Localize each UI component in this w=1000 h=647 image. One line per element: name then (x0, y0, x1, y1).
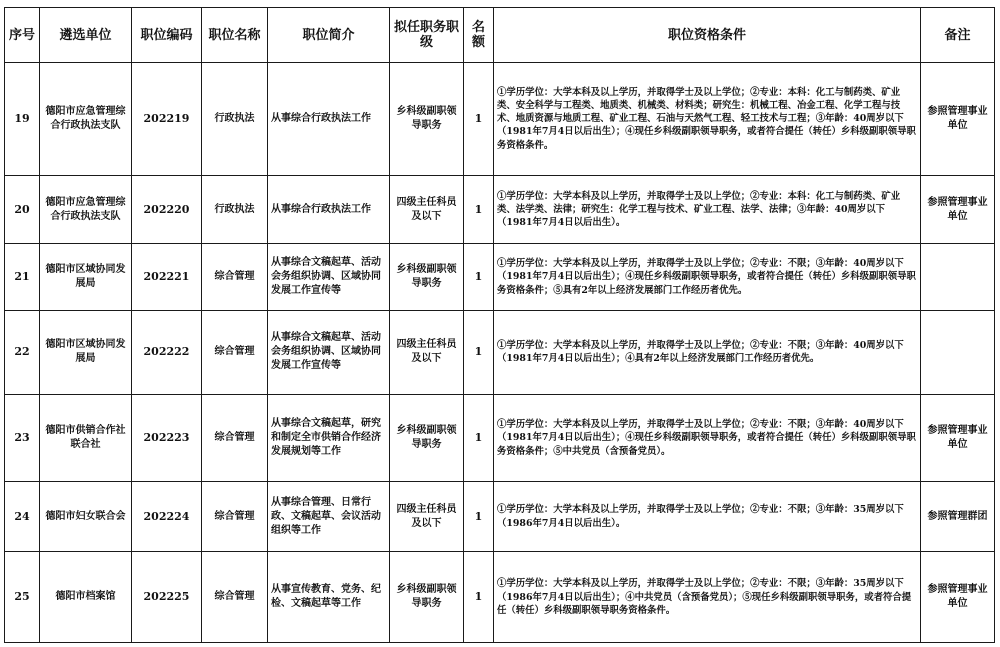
cell-desc: 从事综合管理、日常行政、文稿起草、会议活动组织等工作 (268, 481, 390, 551)
cell-count: 1 (464, 244, 494, 310)
cell-seq: 22 (5, 310, 40, 395)
cell-note: 参照管理事业单位 (921, 395, 995, 482)
cell-seq: 20 (5, 175, 40, 243)
cell-level: 四级主任科员及以下 (390, 175, 464, 243)
cell-name: 综合管理 (202, 481, 268, 551)
cell-seq: 19 (5, 63, 40, 176)
cell-note: 参照管理事业单位 (921, 175, 995, 243)
cell-desc: 从事宣传教育、党务、纪检、文稿起草等工作 (268, 552, 390, 643)
cell-unit: 德阳市区域协同发展局 (40, 244, 132, 310)
position-table (4, 7, 995, 643)
cell-unit: 德阳市应急管理综合行政执法支队 (40, 175, 132, 243)
header-count: 名额 (464, 8, 494, 63)
cell-note: 参照管理事业单位 (921, 63, 995, 176)
cell-note (921, 244, 995, 310)
cell-level: 乡科级副职领导职务 (390, 395, 464, 482)
cell-unit: 德阳市应急管理综合行政执法支队 (40, 63, 132, 176)
cell-count: 1 (464, 63, 494, 176)
cell-seq: 21 (5, 244, 40, 310)
cell-qual: ①学历学位：大学本科及以上学历，并取得学士及以上学位；②专业：不限；③年龄：40周岁以下（1981年7月4日以后出生）；④现任乡科级副职领导职务，或者符合提任（转任）乡科级副职领导职务资格条件；⑤具有2年以上经济发展部门工作经历者优先。 (494, 244, 921, 310)
cell-level: 四级主任科员及以下 (390, 481, 464, 551)
cell-desc: 从事综合文稿起草、活动会务组织协调、区域协同发展工作宣传等 (268, 310, 390, 395)
cell-code: 202221 (132, 244, 202, 310)
cell-seq: 24 (5, 481, 40, 551)
header-seq: 序号 (5, 8, 40, 63)
cell-unit: 德阳市档案馆 (40, 552, 132, 643)
cell-name: 综合管理 (202, 552, 268, 643)
cell-qual: ①学历学位：大学本科及以上学历，并取得学士及以上学位；②专业：不限；③年龄：35周岁以下（1986年7月4日以后出生）；④中共党员（含预备党员）；⑤现任乡科级副职领导职务，或者符合提任（转任）乡科级副职领导职务资格条件。 (494, 552, 921, 643)
cell-code: 202219 (132, 63, 202, 176)
cell-unit: 德阳市供销合作社联合社 (40, 395, 132, 482)
cell-code: 202224 (132, 481, 202, 551)
table-row (5, 244, 995, 310)
table-row (5, 175, 995, 243)
cell-count: 1 (464, 175, 494, 243)
header-row (5, 8, 995, 63)
cell-code: 202220 (132, 175, 202, 243)
header-code: 职位编码 (132, 8, 202, 63)
cell-qual: ①学历学位：大学本科及以上学历，并取得学士及以上学位；②专业：本科：化工与制药类、矿业类、安全科学与工程类、地质类、机械类、材料类；研究生：机械工程、冶金工程、化学工程与技术、地质资源与地质工程、矿业工程、石油与天然气工程、轻工技术与工程；③年龄：40周岁以下（1981年7月4日以后出生）；④现任乡科级副职领导职务，或者符合提任（转任）乡科级副职领导职务资格条件。 (494, 63, 921, 176)
cell-desc: 从事综合行政执法工作 (268, 175, 390, 243)
cell-name: 综合管理 (202, 395, 268, 482)
cell-count: 1 (464, 552, 494, 643)
cell-qual: ①学历学位：大学本科及以上学历，并取得学士及以上学位；②专业：不限；③年龄：35周岁以下（1986年7月4日以后出生）。 (494, 481, 921, 551)
header-level: 拟任职务职级 (390, 8, 464, 63)
cell-code: 202222 (132, 310, 202, 395)
cell-name: 综合管理 (202, 310, 268, 395)
cell-code: 202225 (132, 552, 202, 643)
cell-note: 参照管理群团 (921, 481, 995, 551)
cell-unit: 德阳市区域协同发展局 (40, 310, 132, 395)
cell-count: 1 (464, 395, 494, 482)
cell-name: 综合管理 (202, 244, 268, 310)
cell-unit: 德阳市妇女联合会 (40, 481, 132, 551)
cell-note (921, 310, 995, 395)
cell-qual: ①学历学位：大学本科及以上学历，并取得学士及以上学位；②专业：不限；③年龄：40周岁以下（1981年7月4日以后出生）；④现任乡科级副职领导职务，或者符合提任（转任）乡科级副职领导职务资格条件；⑤中共党员（含预备党员）。 (494, 395, 921, 482)
cell-note: 参照管理事业单位 (921, 552, 995, 643)
cell-level: 四级主任科员及以下 (390, 310, 464, 395)
table-row (5, 481, 995, 551)
header-desc: 职位简介 (268, 8, 390, 63)
cell-name: 行政执法 (202, 175, 268, 243)
table-row (5, 310, 995, 395)
header-qual: 职位资格条件 (494, 8, 921, 63)
cell-desc: 从事综合文稿起草、活动会务组织协调、区域协同发展工作宣传等 (268, 244, 390, 310)
table-row (5, 395, 995, 482)
header-unit: 遴选单位 (40, 8, 132, 63)
table-row (5, 552, 995, 643)
cell-desc: 从事综合行政执法工作 (268, 63, 390, 176)
table-row (5, 63, 995, 176)
cell-count: 1 (464, 310, 494, 395)
cell-name: 行政执法 (202, 63, 268, 176)
cell-code: 202223 (132, 395, 202, 482)
cell-count: 1 (464, 481, 494, 551)
cell-seq: 25 (5, 552, 40, 643)
cell-level: 乡科级副职领导职务 (390, 552, 464, 643)
cell-desc: 从事综合文稿起草，研究和制定全市供销合作经济发展规划等工作 (268, 395, 390, 482)
cell-qual: ①学历学位：大学本科及以上学历，并取得学士及以上学位；②专业：本科：化工与制药类、矿业类、法学类、法律；研究生：化学工程与技术、矿业工程、法学、法律；③年龄：40周岁以下（1981年7月4日以后出生）。 (494, 175, 921, 243)
header-note: 备注 (921, 8, 995, 63)
header-name: 职位名称 (202, 8, 268, 63)
cell-seq: 23 (5, 395, 40, 482)
cell-level: 乡科级副职领导职务 (390, 244, 464, 310)
cell-level: 乡科级副职领导职务 (390, 63, 464, 176)
cell-qual: ①学历学位：大学本科及以上学历，并取得学士及以上学位；②专业：不限；③年龄：40周岁以下（1981年7月4日以后出生）；④具有2年以上经济发展部门工作经历者优先。 (494, 310, 921, 395)
